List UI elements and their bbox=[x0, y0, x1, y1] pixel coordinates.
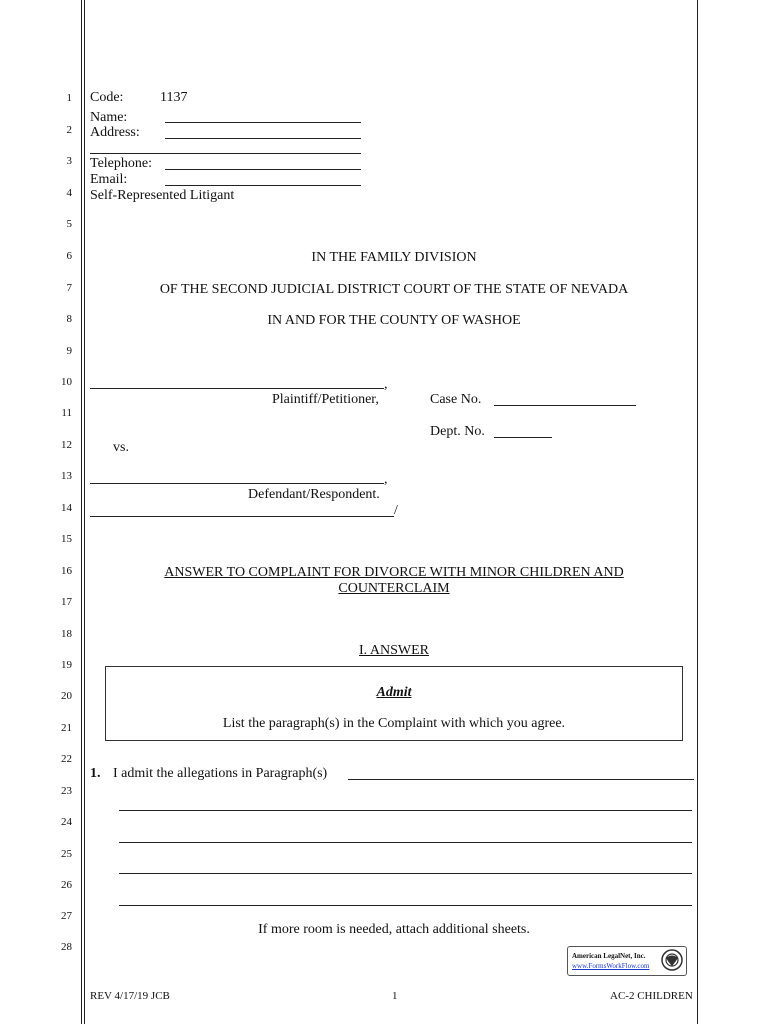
dept-no-field[interactable] bbox=[494, 437, 552, 438]
publisher-logo bbox=[567, 946, 687, 976]
case-no-label: Case No. bbox=[430, 392, 482, 407]
code-label: Code: bbox=[90, 90, 124, 105]
page-number: 1 bbox=[392, 990, 398, 1002]
line-number: 5 bbox=[66, 218, 72, 230]
line-number: 12 bbox=[61, 439, 72, 451]
caption-closing-line bbox=[90, 516, 394, 517]
line-number: 26 bbox=[61, 879, 72, 891]
address-label: Address: bbox=[90, 125, 140, 140]
paragraphs-continuation-line-4[interactable] bbox=[119, 905, 692, 906]
paragraphs-continuation-line-3[interactable] bbox=[119, 873, 692, 874]
line-number: 19 bbox=[61, 659, 72, 671]
form-code: AC-2 CHILDREN bbox=[610, 990, 693, 1002]
more-room-note: If more room is needed, attach additional sheets. bbox=[258, 922, 530, 937]
email-field[interactable] bbox=[165, 185, 361, 186]
name-label: Name: bbox=[90, 110, 128, 125]
line-number: 27 bbox=[61, 910, 72, 922]
code-value: 1137 bbox=[160, 90, 188, 105]
line-number: 21 bbox=[61, 722, 72, 734]
paragraphs-field[interactable] bbox=[348, 779, 694, 780]
line-number: 28 bbox=[61, 941, 72, 953]
line-number: 8 bbox=[66, 313, 72, 325]
line-number: 4 bbox=[66, 187, 72, 199]
address-field-line-1[interactable] bbox=[165, 138, 361, 139]
document-title-line-1: ANSWER TO COMPLAINT FOR DIVORCE WITH MINOR CHILDREN AND bbox=[164, 565, 624, 580]
item-number: 1. bbox=[90, 766, 101, 781]
admit-instruction-box bbox=[105, 666, 683, 741]
line-number: 22 bbox=[61, 753, 72, 765]
line-number: 7 bbox=[66, 282, 72, 294]
dept-no-label: Dept. No. bbox=[430, 424, 485, 439]
caption-closing-slash: / bbox=[394, 503, 398, 518]
admit-instruction: List the paragraph(s) in the Complaint with which you agree. bbox=[222, 716, 566, 731]
line-number: 24 bbox=[61, 816, 72, 828]
section-heading: I. ANSWER bbox=[359, 643, 429, 658]
line-number: 17 bbox=[61, 596, 72, 608]
margin-rule-left bbox=[81, 0, 82, 1024]
court-division: IN THE FAMILY DIVISION bbox=[311, 250, 477, 265]
line-number: 13 bbox=[61, 470, 72, 482]
line-number: 18 bbox=[61, 628, 72, 640]
plaintiff-name-field[interactable] bbox=[90, 388, 384, 389]
litigant-label: Self-Represented Litigant bbox=[90, 188, 235, 203]
line-number: 2 bbox=[66, 124, 72, 136]
name-field[interactable] bbox=[165, 122, 361, 123]
court-county: IN AND FOR THE COUNTY OF WASHOE bbox=[267, 313, 521, 328]
globe-icon bbox=[661, 949, 683, 971]
publisher-url[interactable]: www.FormsWorkFlow.com bbox=[572, 962, 650, 970]
defendant-comma: , bbox=[384, 472, 388, 487]
item-text: I admit the allegations in Paragraph(s) bbox=[113, 766, 328, 781]
defendant-name-field[interactable] bbox=[90, 483, 384, 484]
admit-title: Admit bbox=[376, 685, 412, 700]
margin-rule-right bbox=[697, 0, 698, 1024]
vs-label: vs. bbox=[113, 440, 129, 455]
case-no-field[interactable] bbox=[494, 405, 636, 406]
paragraphs-continuation-line-1[interactable] bbox=[119, 810, 692, 811]
email-label: Email: bbox=[90, 172, 128, 187]
line-number: 11 bbox=[61, 407, 72, 419]
document-title-line-2: COUNTERCLAIM bbox=[338, 581, 450, 596]
line-number: 9 bbox=[66, 345, 72, 357]
margin-rule-left-inner bbox=[84, 0, 85, 1024]
publisher-company: American LegalNet, Inc. bbox=[572, 952, 646, 960]
court-name: OF THE SECOND JUDICIAL DISTRICT COURT OF THE STATE OF NEVADA bbox=[159, 282, 629, 297]
telephone-field[interactable] bbox=[165, 169, 361, 170]
paragraphs-continuation-line-2[interactable] bbox=[119, 842, 692, 843]
line-number: 1 bbox=[66, 92, 72, 104]
line-number: 16 bbox=[61, 565, 72, 577]
plaintiff-comma: , bbox=[384, 377, 388, 392]
line-number: 23 bbox=[61, 785, 72, 797]
revision-label: REV 4/17/19 JCB bbox=[90, 990, 170, 1002]
telephone-label: Telephone: bbox=[90, 156, 152, 171]
line-number: 10 bbox=[61, 376, 72, 388]
line-number: 20 bbox=[61, 690, 72, 702]
line-number: 25 bbox=[61, 848, 72, 860]
defendant-label: Defendant/Respondent. bbox=[248, 487, 380, 502]
line-number: 3 bbox=[66, 155, 72, 167]
line-number: 15 bbox=[61, 533, 72, 545]
line-number: 14 bbox=[61, 502, 72, 514]
line-number: 6 bbox=[66, 250, 72, 262]
plaintiff-label: Plaintiff/Petitioner, bbox=[272, 392, 379, 407]
address-field-line-2[interactable] bbox=[90, 153, 361, 154]
